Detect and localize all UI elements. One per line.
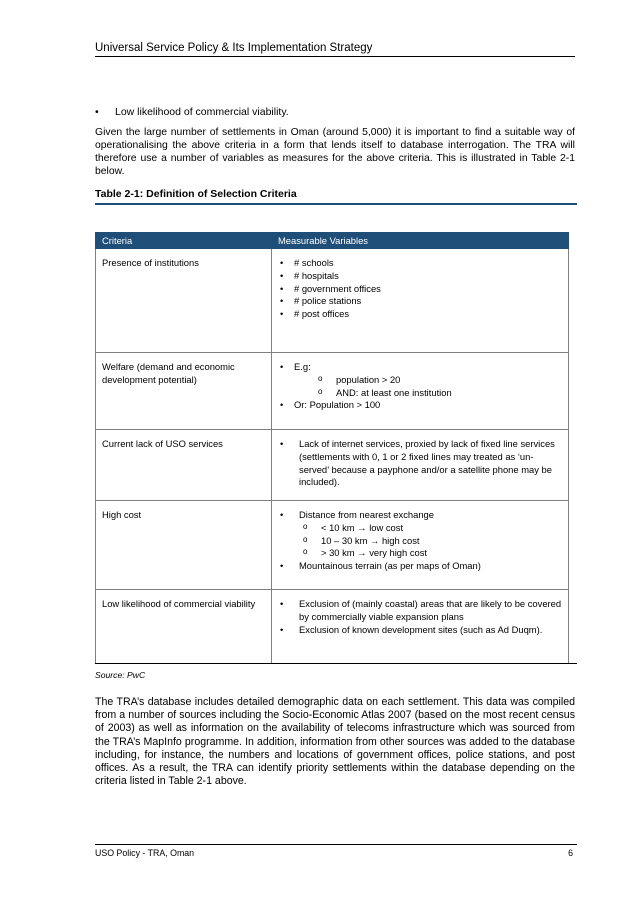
criteria-cell: Current lack of USO services — [96, 430, 272, 501]
sub-list-item: o > 30 km → very high cost — [301, 547, 562, 560]
bullet-icon: • — [95, 106, 99, 118]
variables-cell — [272, 249, 569, 353]
list-item: • # hospitals — [278, 270, 562, 283]
criteria-cell: Welfare (demand and economic development potential) — [96, 353, 272, 430]
list-item: • Exclusion of known development sites (such as Ad Duqm). — [278, 624, 562, 637]
list-item: • Or: Population > 100 — [278, 399, 562, 412]
sub-list-item: o AND: at least one institution — [316, 387, 562, 400]
list-item: • # government offices — [278, 283, 562, 296]
body-paragraph: The TRA’s database includes detailed demographic data on each settlement. This data was compiled from a number of sources including the Socio-Economic Atlas 2007 (based on the most recent census of 2003) as well as information on the availability of telecoms infrastructure which was sourced from the TRA’s MapInfo programme. In addition, information from other sources was added to the database including, for instance, the numbers and locations of government offices, police stations, and post offices. As a result, the TRA can identify priority settlements within the database depending on the criteria listed in Table 2-1 above. — [95, 696, 575, 788]
sub-list-item: o population > 20 — [316, 374, 562, 387]
list-item — [278, 509, 562, 560]
source-divider — [95, 663, 577, 664]
criteria-table — [95, 232, 569, 664]
list-item — [278, 361, 562, 399]
sub-list-item: o 10 – 30 km → high cost — [301, 535, 562, 548]
bullet-item — [95, 106, 289, 118]
variables-cell — [272, 430, 569, 501]
variables-cell — [272, 353, 569, 430]
sub-list-item: o < 10 km → low cost — [301, 522, 562, 535]
list-item: • # police stations — [278, 295, 562, 308]
list-item-lead: E.g: — [294, 361, 311, 372]
list-item: • # schools — [278, 257, 562, 270]
table-row — [96, 353, 569, 430]
table-row — [96, 249, 569, 353]
list-item: • Mountainous terrain (as per maps of Oman) — [278, 560, 562, 573]
variables-cell — [272, 590, 569, 664]
table-row — [96, 590, 569, 664]
list-item: • Lack of internet services, proxied by lack of fixed line services (settlements with 0, 1 or 2 fixed lines may treated as ‘un-served’ because a payphone and/or a satellite phone may be included). — [278, 438, 562, 489]
criteria-cell: Low likelihood of commercial viability — [96, 590, 272, 664]
variables-cell — [272, 501, 569, 590]
footer-title: USO Policy - TRA, Oman — [95, 848, 195, 858]
page-number: 6 — [568, 848, 573, 858]
table-caption: Table 2-1: Definition of Selection Criteria — [95, 188, 577, 205]
table-header-row — [96, 233, 569, 249]
list-item: • Exclusion of (mainly coastal) areas that are likely to be covered by commercially viable expansion plans — [278, 598, 562, 624]
table-source: Source: PwC — [95, 670, 146, 680]
page-header: Universal Service Policy & Its Implementation Strategy — [95, 42, 575, 57]
header-criteria: Criteria — [96, 233, 272, 249]
criteria-cell: Presence of institutions — [96, 249, 272, 353]
list-item-lead: Distance from nearest exchange — [299, 509, 434, 520]
bullet-text: Low likelihood of commercial viability. — [115, 106, 289, 118]
table-row — [96, 430, 569, 501]
header-variables: Measurable Variables — [272, 233, 569, 249]
criteria-cell: High cost — [96, 501, 272, 590]
intro-paragraph: Given the large number of settlements in Oman (around 5,000) it is important to find a suitable way of operationalising the above criteria in a form that lends itself to database interrogation. The TRA will therefore use a number of variables as measures for the above criteria. This is illustrated in Table 2-1 below. — [95, 127, 575, 177]
list-item: • # post offices — [278, 308, 562, 321]
page-footer — [95, 844, 577, 858]
table-row — [96, 501, 569, 590]
